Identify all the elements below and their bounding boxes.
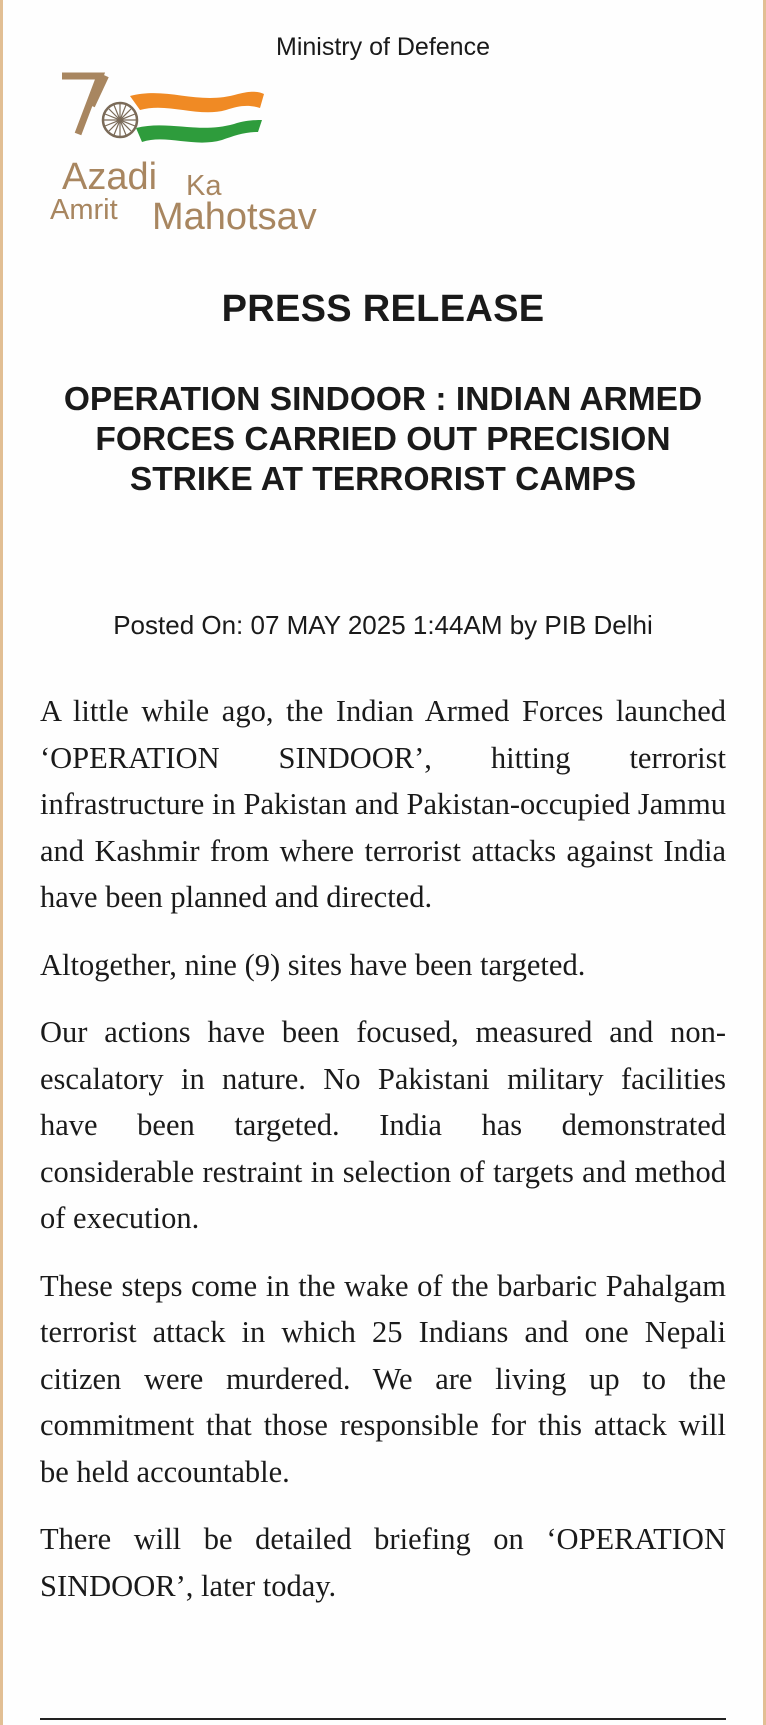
page-border-left <box>0 0 3 1725</box>
bottom-divider <box>40 1718 726 1720</box>
body-paragraph: A little while ago, the Indian Armed Forces launched ‘OPERATION SINDOOR’, hitting terrorist infrastructure in Pakistan and Pakistan-occupied Jammu and Kashmir from where terrorist attacks against India have been planned and directed. <box>40 694 726 914</box>
logo-text-mahotsav: Mahotsav <box>152 196 317 238</box>
logo-text-amrit: Amrit <box>50 194 118 226</box>
body-paragraph: There will be detailed briefing on ‘OPERATION SINDOOR’, later today. <box>40 1522 726 1603</box>
logo-75-flag-graphic <box>48 72 348 162</box>
press-release-body <box>40 688 726 1630</box>
logo-text-ka: Ka <box>186 170 222 202</box>
press-release-headline: OPERATION SINDOOR : INDIAN ARMED FORCES CARRIED OUT PRECISION STRIKE AT TERRORIST CAMPS <box>63 381 703 498</box>
body-paragraph: Altogether, nine (9) sites have been targeted. <box>40 947 586 982</box>
posted-on-line: Posted On: 07 MAY 2025 1:44AM by PIB Delhi <box>113 610 653 640</box>
logo-text-azadi: Azadi <box>62 156 158 198</box>
body-paragraph: These steps come in the wake of the barbaric Pahalgam terrorist attack in which 25 Indians and one Nepali citizen were murdered. We are living up to the commitment that those responsible for this attack will be held accountable. <box>40 1268 726 1489</box>
azadi-ka-amrit-mahotsav-logo <box>48 72 348 242</box>
body-paragraph: Our actions have been focused, measured and non-escalatory in nature. No Pakistani military facilities have been targeted. India has demonstrated considerable restraint in selection of targets and method of execution. <box>40 1015 726 1235</box>
ministry-name: Ministry of Defence <box>276 33 490 61</box>
press-release-title: PRESS RELEASE <box>221 288 545 330</box>
